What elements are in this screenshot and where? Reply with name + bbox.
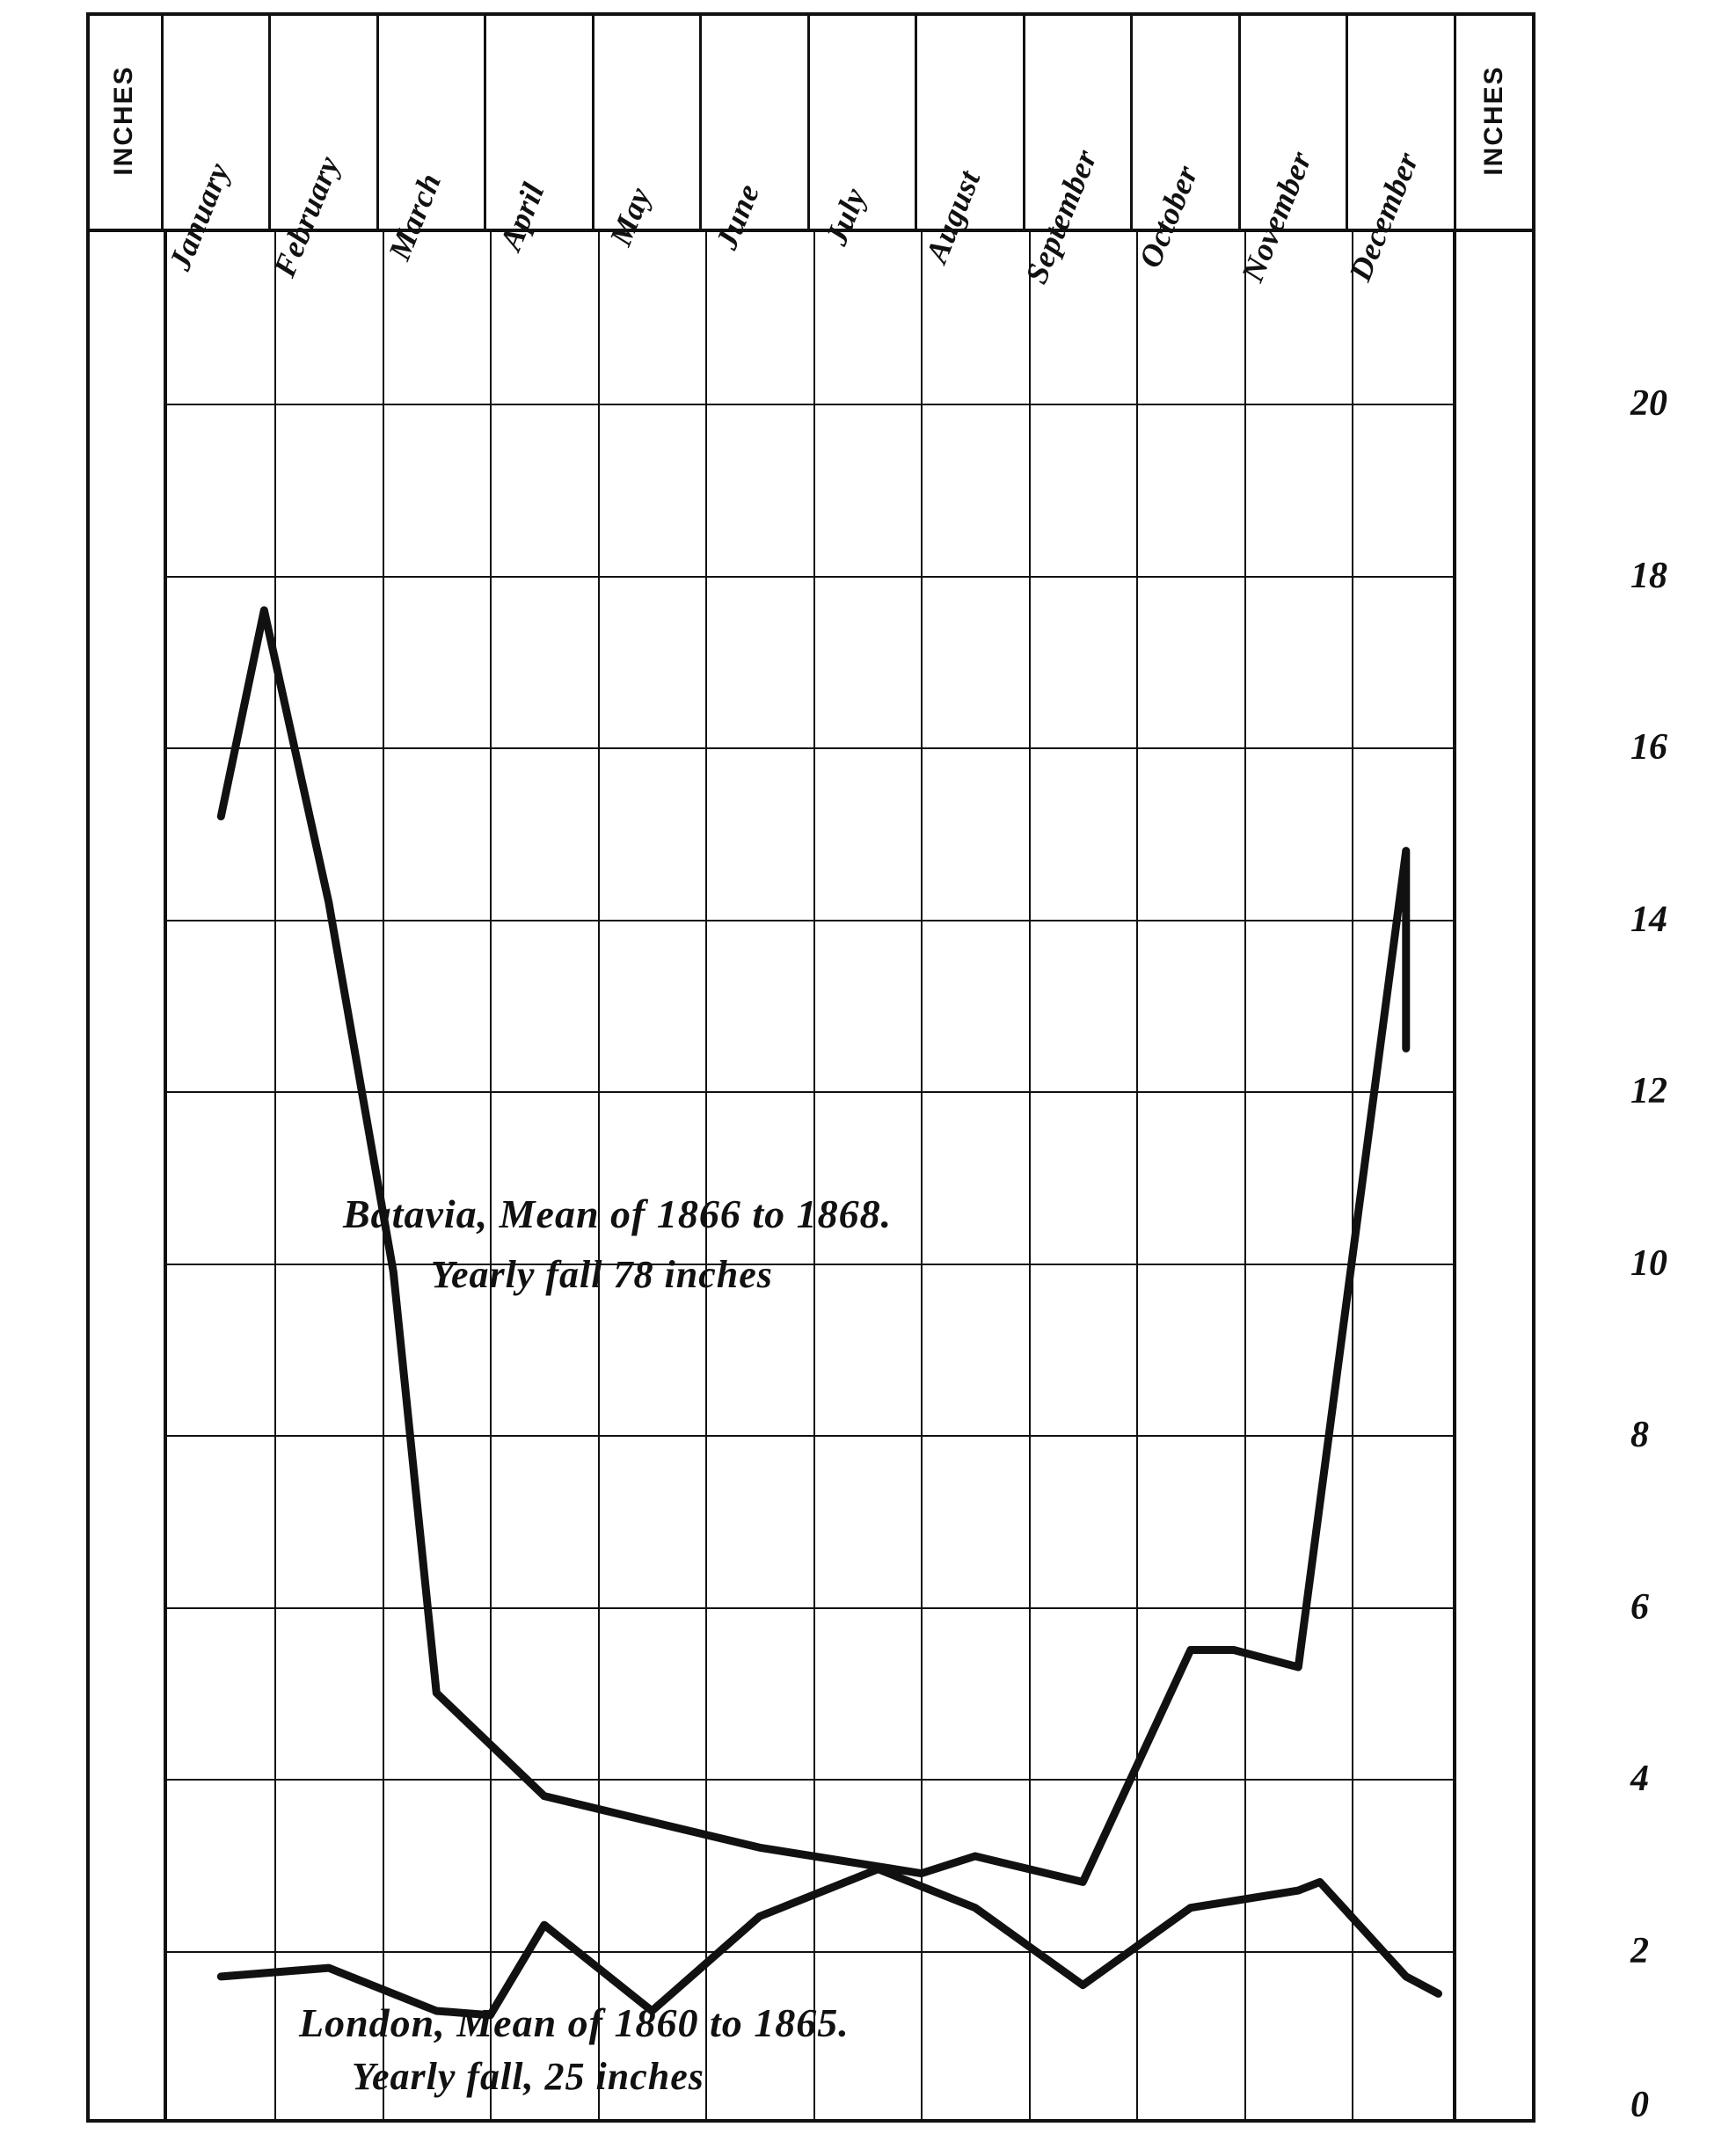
inches-header-right: INCHES: [1479, 65, 1508, 176]
ytick-right-18: 18: [1630, 556, 1667, 596]
header-cell-may: [594, 12, 702, 251]
plot-area: [164, 232, 1667, 2125]
month-label-september: September: [1018, 144, 1104, 289]
ytick-right-10: 10: [1630, 1243, 1667, 1284]
month-label-december: December: [1342, 147, 1426, 286]
header-cell-july: [810, 12, 917, 251]
annotation-batavia-title: Batavia, Mean of 1866 to 1868.: [343, 1191, 893, 1236]
header-cell-april: [486, 12, 594, 256]
ytick-right-6: 6: [1630, 1587, 1649, 1628]
month-header-band: [86, 12, 1535, 289]
ytick-right-12: 12: [1630, 1071, 1667, 1111]
header-cell-november: [1234, 12, 1348, 287]
month-label-july: July: [818, 183, 872, 251]
header-cell-june: [702, 12, 810, 254]
month-label-november: November: [1234, 146, 1318, 287]
month-label-february: February: [266, 150, 347, 282]
header-cell-september: [1018, 12, 1133, 289]
header-cell-december: [1342, 12, 1456, 286]
header-cell-inches-right: [1456, 12, 1532, 229]
ytick-right-0: 0: [1630, 2085, 1649, 2125]
ytick-right-4: 4: [1630, 1759, 1649, 1799]
ytick-right-14: 14: [1630, 900, 1667, 940]
header-cell-january: [161, 12, 271, 275]
month-label-march: March: [381, 168, 448, 266]
annotation-london-subtitle: Yearly fall, 25 inches: [352, 2055, 704, 2098]
month-label-june: June: [708, 178, 767, 254]
annotation-batavia-subtitle: Yearly fall 78 inches: [431, 1253, 773, 1296]
month-label-october: October: [1132, 160, 1205, 273]
header-cell-august: [917, 12, 1025, 268]
data-lines: [167, 232, 1460, 2123]
header-cell-october: [1132, 12, 1241, 273]
month-label-april: April: [492, 178, 551, 256]
header-cell-inches-left: [86, 12, 164, 229]
ytick-right-8: 8: [1630, 1415, 1649, 1455]
annotation-london-title: London, Mean of 1860 to 1865.: [299, 2000, 850, 2045]
month-label-august: August: [918, 165, 988, 268]
month-label-may: May: [602, 182, 658, 251]
month-label-january: January: [161, 157, 237, 275]
series-line-london: [221, 1869, 1438, 2015]
inches-header-left: INCHES: [108, 65, 138, 176]
ytick-right-16: 16: [1630, 727, 1667, 768]
header-cell-march: [379, 12, 486, 266]
header-cell-february: [266, 12, 379, 282]
ytick-right-20: 20: [1630, 383, 1667, 424]
ytick-right-2: 2: [1630, 1931, 1649, 1971]
series-line-batavia: [221, 610, 1406, 1882]
